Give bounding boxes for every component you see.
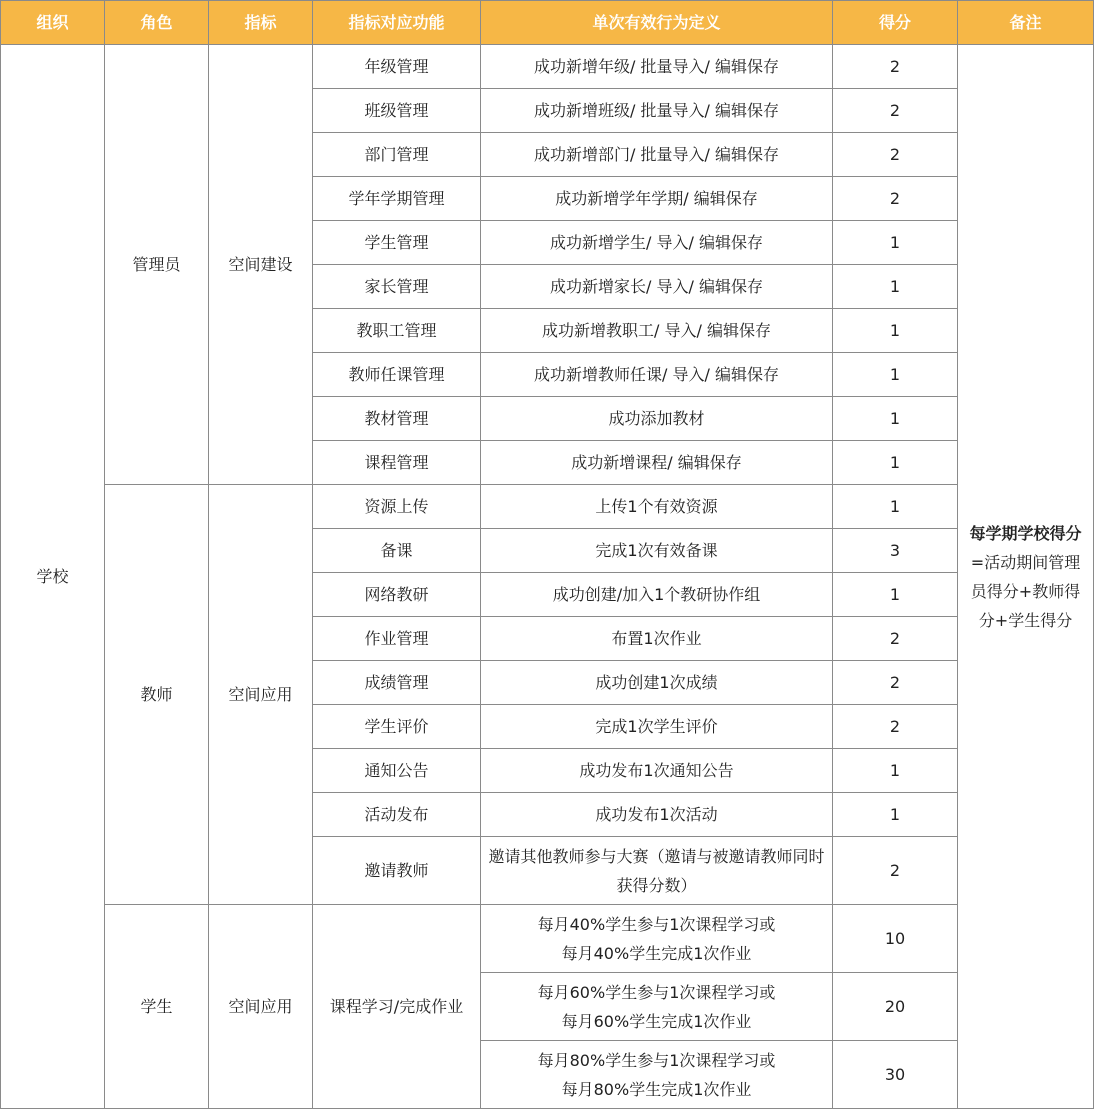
score-cell: 20 [833, 973, 958, 1041]
definition-cell [481, 973, 833, 1041]
definition-cell: 成功新增班级/ 批量导入/ 编辑保存 [481, 89, 833, 133]
score-cell: 2 [833, 705, 958, 749]
header-org: 组织 [1, 1, 105, 45]
function-cell: 备课 [313, 529, 481, 573]
definition-cell: 上传1个有效资源 [481, 485, 833, 529]
header-function: 指标对应功能 [313, 1, 481, 45]
remark-body: =活动期间管理员得分+教师得分+学生得分 [970, 552, 1081, 630]
definition-cell: 成功新增教职工/ 导入/ 编辑保存 [481, 309, 833, 353]
score-cell: 2 [833, 45, 958, 89]
remark-title: 每学期学校得分 [969, 523, 1082, 543]
header-remark: 备注 [958, 1, 1094, 45]
function-cell: 部门管理 [313, 133, 481, 177]
definition-line: 每月40%学生完成1次作业 [561, 943, 752, 963]
remark-cell [958, 45, 1094, 1109]
function-cell: 班级管理 [313, 89, 481, 133]
function-cell: 作业管理 [313, 617, 481, 661]
definition-cell: 成功新增学年学期/ 编辑保存 [481, 177, 833, 221]
definition-cell: 完成1次学生评价 [481, 705, 833, 749]
role-cell-admin: 管理员 [105, 45, 209, 485]
score-cell: 1 [833, 353, 958, 397]
header-definition: 单次有效行为定义 [481, 1, 833, 45]
org-cell: 学校 [1, 45, 105, 1109]
definition-line: 每月80%学生参与1次课程学习或 [537, 1050, 776, 1070]
score-cell: 2 [833, 177, 958, 221]
indicator-cell-teacher: 空间应用 [209, 485, 313, 905]
header-score: 得分 [833, 1, 958, 45]
score-cell: 2 [833, 133, 958, 177]
definition-line: 每月60%学生参与1次课程学习或 [537, 982, 776, 1002]
function-cell: 家长管理 [313, 265, 481, 309]
definition-line: 每月80%学生完成1次作业 [561, 1079, 752, 1099]
table-row [1, 905, 1094, 973]
definition-cell [481, 1041, 833, 1109]
function-cell: 网络教研 [313, 573, 481, 617]
definition-cell: 成功新增教师任课/ 导入/ 编辑保存 [481, 353, 833, 397]
score-cell: 1 [833, 265, 958, 309]
definition-cell: 成功发布1次活动 [481, 793, 833, 837]
definition-cell [481, 905, 833, 973]
score-cell: 1 [833, 793, 958, 837]
table-row [1, 45, 1094, 89]
function-cell: 学生管理 [313, 221, 481, 265]
role-cell-student: 学生 [105, 905, 209, 1109]
header-indicator: 指标 [209, 1, 313, 45]
score-cell: 10 [833, 905, 958, 973]
table-row [1, 485, 1094, 529]
function-cell: 学生评价 [313, 705, 481, 749]
score-cell: 2 [833, 661, 958, 705]
score-cell: 2 [833, 89, 958, 133]
role-cell-teacher: 教师 [105, 485, 209, 905]
function-cell: 通知公告 [313, 749, 481, 793]
definition-line: 每月40%学生参与1次课程学习或 [537, 914, 776, 934]
score-cell: 3 [833, 529, 958, 573]
definition-cell: 成功创建1次成绩 [481, 661, 833, 705]
definition-cell: 成功创建/加入1个教研协作组 [481, 573, 833, 617]
definition-line: 每月60%学生完成1次作业 [561, 1011, 752, 1031]
definition-cell: 成功添加教材 [481, 397, 833, 441]
score-cell: 1 [833, 397, 958, 441]
score-cell: 1 [833, 749, 958, 793]
function-cell: 教师任课管理 [313, 353, 481, 397]
score-cell: 2 [833, 837, 958, 905]
definition-cell: 成功新增家长/ 导入/ 编辑保存 [481, 265, 833, 309]
definition-cell: 成功新增学生/ 导入/ 编辑保存 [481, 221, 833, 265]
score-cell: 1 [833, 485, 958, 529]
score-cell: 2 [833, 617, 958, 661]
function-cell: 资源上传 [313, 485, 481, 529]
indicator-cell-admin: 空间建设 [209, 45, 313, 485]
function-cell: 成绩管理 [313, 661, 481, 705]
definition-cell: 完成1次有效备课 [481, 529, 833, 573]
score-cell: 1 [833, 309, 958, 353]
header-role: 角色 [105, 1, 209, 45]
function-cell: 教材管理 [313, 397, 481, 441]
score-cell: 1 [833, 441, 958, 485]
definition-cell: 成功新增年级/ 批量导入/ 编辑保存 [481, 45, 833, 89]
function-cell: 活动发布 [313, 793, 481, 837]
score-cell: 1 [833, 573, 958, 617]
score-cell: 1 [833, 221, 958, 265]
definition-cell: 成功新增部门/ 批量导入/ 编辑保存 [481, 133, 833, 177]
function-cell: 教职工管理 [313, 309, 481, 353]
definition-cell: 成功新增课程/ 编辑保存 [481, 441, 833, 485]
indicator-cell-student: 空间应用 [209, 905, 313, 1109]
score-cell: 30 [833, 1041, 958, 1109]
definition-cell: 成功发布1次通知公告 [481, 749, 833, 793]
definition-cell: 邀请其他教师参与大赛（邀请与被邀请教师同时获得分数） [481, 837, 833, 905]
header-row [1, 1, 1094, 45]
function-cell-student: 课程学习/完成作业 [313, 905, 481, 1109]
function-cell: 年级管理 [313, 45, 481, 89]
function-cell: 学年学期管理 [313, 177, 481, 221]
function-cell: 课程管理 [313, 441, 481, 485]
function-cell: 邀请教师 [313, 837, 481, 905]
definition-cell: 布置1次作业 [481, 617, 833, 661]
